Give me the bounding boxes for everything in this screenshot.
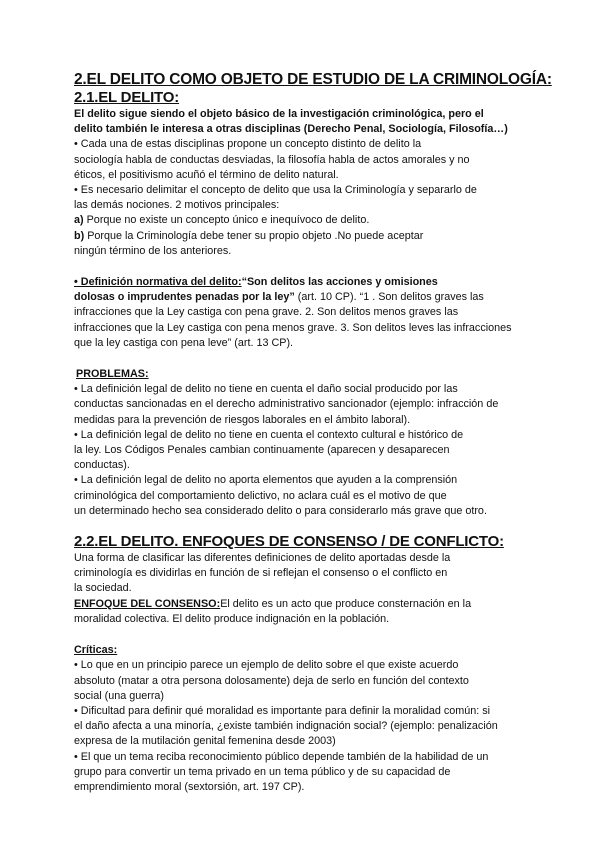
text-line: infracciones que la Ley castiga con pena grave. 2. Son delitos menos graves las [74,306,459,319]
text-line: un determinado hecho sea considerado delito o para considerarlo más grave que otro. [74,504,487,517]
text-line: el daño afecta a una minoría, ¿existe también indignación social? (ejemplo: penalización [74,720,498,733]
motive-a [74,213,560,228]
definition-line [74,275,560,290]
text-line: • Cada una de estas disciplinas propone un concepto distinto de delito la [74,138,422,151]
text-line: • Lo que en un principio parece un ejemplo de delito sobre el que existe acuerdo [74,659,459,672]
text-line: grupo para convertir un tema privado en un tema público y de su capacidad de [74,765,451,778]
text-line: sociología habla de conductas desviadas, la filosofía habla de actos amorales y no [74,153,470,166]
text-line: criminológica del comportamiento delictivo, no aclara cuál es el motivo de que [74,489,447,502]
text-line: • El que un tema reciba reconocimiento público depende también de la habilidad de un [74,750,489,763]
text-line: • Es necesario delimitar el concepto de delito que usa la Criminología y separarlo de [74,184,477,197]
text-line: criminología es dividirlas en función de si reflejan el consenso o el conflicto en [74,567,448,580]
definition-line [74,290,560,305]
consensus-label: ENFOQUE DEL CONSENSO: [74,597,221,610]
text-line: conductas sancionadas en el derecho administrativo sancionador (ejemplo: infracción de [74,398,499,411]
consensus-text: El delito es un acto que produce consternación en la [220,597,472,610]
text-line: emprendimiento moral (sextorsión, art. 197 CP). [74,780,305,793]
motive-b-label: b) [74,229,85,242]
text-line: • La definición legal de delito no aporta elementos que ayuden a la comprensión [74,474,458,487]
text-line: social (una guerra) [74,689,165,702]
criticas-title: Críticas: [74,644,118,657]
main-title: 2.EL DELITO COMO OBJETO DE ESTUDIO DE LA CRIMINOLOGÍA: [74,71,552,88]
motive-b [74,229,560,244]
text-line: conductas). [74,459,130,472]
text-line: • Dificultad para definir qué moralidad es importante para definir la moralidad común: si [74,704,491,717]
motive-b-text: Porque la Criminología debe tener su propio objeto .No puede aceptar [84,229,424,242]
definition-label: • Definición normativa del delito: [74,276,242,289]
text-line: ningún término de los anteriores. [74,244,232,257]
text-line: la sociedad. [74,582,132,595]
consensus-line [74,597,560,612]
definition-quote: “Son delitos las acciones y omisiones [241,276,438,289]
section-2-title: 2.2.EL DELITO. ENFOQUES DE CONSENSO / DE CONFLICTO: [74,533,504,551]
motive-a-text: Porque no existe un concepto único e inequívoco de delito. [83,214,370,227]
text-line: éticos, el positivismo acuñó el término de delito natural. [74,168,339,181]
definition-reference: (art. 10 CP). “1 . Son delitos graves las [294,291,484,304]
text-line: • La definición legal de delito no tiene en cuenta el daño social producido por las [74,383,458,396]
motive-a-label: a) [74,214,84,227]
section-1-title: 2.1.EL DELITO: [74,89,180,106]
text-line: la ley. Los Códigos Penales cambian continuamente (aparecen y desaparecen [74,444,450,457]
text-line: que la ley castiga con pena leve” (art. 13 CP). [74,336,294,349]
text-line: expresa de la mutilación genital femenina desde 2003) [74,735,336,748]
text-line: absoluto (matar a otra persona dolosamente) deja de serlo en función del contexto [74,674,469,687]
text-line: Una forma de clasificar las diferentes definiciones de delito aportadas desde la [74,552,451,565]
intro-bold-line: El delito sigue siendo el objeto básico de la investigación criminológica, pero el [74,108,484,120]
problems-title: PROBLEMAS: [76,368,149,381]
text-line: • La definición legal de delito no tiene en cuenta el contexto cultural e histórico de [74,428,464,441]
text-line: moralidad colectiva. El delito produce indignación en la población. [74,612,390,625]
text-line: medidas para la prevención de riesgos laborales en el ámbito laboral). [74,413,411,426]
intro-bold-line: delito también le interesa a otras disciplinas (Derecho Penal, Sociología, Filosofía…) [74,123,508,136]
text-line: las demás nociones. 2 motivos principales: [74,199,280,212]
text-line: infracciones que la Ley castiga con pena menos grave. 3. Son delitos leves las infracciones [74,321,512,334]
definition-quote: dolosas o imprudentes penadas por la ley” [74,291,295,304]
